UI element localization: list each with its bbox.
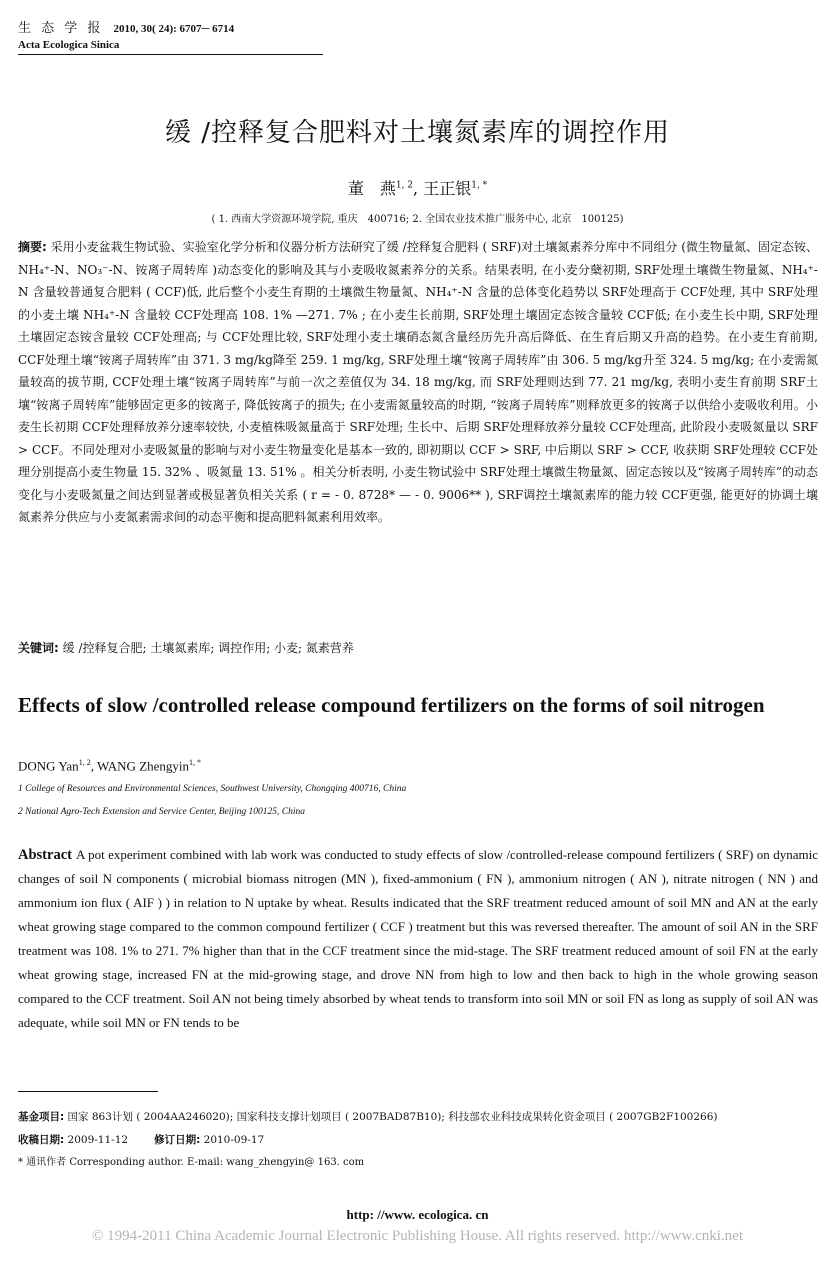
authors-cn (0, 176, 835, 199)
affiliation-cn: ( 1. 西南大学资源环境学院, 重庆 400716; 2. 全国农业技术推广服务中心, 北京 100125) (211, 214, 624, 225)
author-en-sep: , (90, 758, 97, 774)
abstract-en (18, 843, 818, 1035)
author-1-en-sup: 1, 2 (78, 758, 91, 767)
footnote-corresponding: * 通讯作者 Corresponding author. E-mail: wang_zhengyin@ 163. com (18, 1157, 365, 1168)
journal-volume: 2010, 30( 24): 6707─ 6714 (113, 23, 235, 35)
footer-copyright: © 1994-2011 China Academic Journal Electronic Publishing House. All rights reserved. http://www.cnki.net (91, 1228, 743, 1244)
affiliation-en-1: 1 College of Resources and Environmental Sciences, Southwest University, Chongqing 400716, China (18, 784, 407, 794)
footnote-dates (18, 1133, 818, 1147)
abstract-cn-label: 摘要: (18, 240, 47, 254)
author-1-en: DONG Yan (18, 758, 79, 774)
author-sep: , (413, 179, 424, 198)
author-1-cn: 董 燕 (347, 179, 396, 198)
keywords-cn-label: 关键词: (18, 641, 59, 655)
received-date: 2009-11-12 (64, 1134, 129, 1146)
revised-label: 修订日期: (154, 1134, 201, 1146)
journal-name-cn: 生 态 学 报 (18, 21, 104, 36)
received-label: 收稿日期: (18, 1134, 65, 1146)
title-cn: 缓 /控释复合肥料对土壤氮素库的调控作用 (164, 118, 671, 148)
abstract-cn-text: 采用小麦盆栽生物试验、实验室化学分析和仪器分析方法研究了缓 /控释复合肥料 ( SRF)对土壤氮素养分库中不同组分 (微生物量氮、固定态铵、NH₄⁺-N、NO₃⁻-N、铵离子周转库 )动态变化的影响及其与小麦吸收氮素养分的关系。结果表明, 在小麦分蘖初期, SRF处理土壤微生物量氮、NH₄⁺-N 含量较普通复合肥料 ( CCF)低, 此后整个小麦生育期的土壤微生物量氮、NH₄⁺-N 含量的总体变化趋势以 SRF处理高于 CCF处理, 其中 SRF处理的小麦土壤 NH₄⁺-N 含量较 CCF处理高 108. 1% —271. 7% ; 在小麦生长前期, SRF处理土壤固定态铵含量较 CCF低; 在小麦生长中期, SRF处理土壤固定态铵含量较 CCF处理高; 与 CCF处理比较, SRF处理小麦土壤硝态氮含量经历先升高后降低、在生育后期又升高的趋势。在小麦生育前期, CCF处理土壤“铵离子周转库”由 371. 3 mg/kg降至 259. 1 mg/kg, SRF处理土壤“铵离子周转库”由 306. 5 mg/kg升至 324. 5 mg/kg; 在小麦需氮量较高的拔节期, CCF处理土壤“铵离子周转库”与前一次之差值仅为 34. 18 mg/kg, 而 SRF处理则达到 77. 21 mg/kg, 表明小麦生育前期 SRF土壤“铵离子周转库”能够固定更多的铵离子, 降低铵离子的损失; 在小麦需氮量较高的时期, “铵离子周转库”则释放更多的铵离子以供给小麦吸收利用。小麦生长初期 CCF处理释放养分速率较快, 小麦植株吸氮量高于 SRF处理; 生长中、后期 SRF处理释放养分量较 CCF处理高, 此阶段小麦吸氮量以 SRF > CCF。不同处理对小麦吸氮量的影响与对小麦生物量变化是基本一致的, 即初期以 CCF > SRF, 中后期以 SRF > CCF, 收获期 SRF处理较 CCF处理分别提高小麦生物量 15. 32% 、吸氮量 13. 51% 。相关分析表明, 小麦生物试验中 SRF处理土壤微生物量氮、固定态铵以及“铵离子周转库”的动态变化与小麦吸氮量之间达到显著或极显著负相关关系 ( r = - 0. 8728* — - 0. 9006** ), SRF调控土壤氮素库的能力较 CCF更强, 能更好的协调土壤氮素养分供应与小麦氮素需求间的动态平衡和提高肥料氮素利用效率。 (18, 240, 818, 524)
funding-label: 基金项目: (18, 1111, 65, 1123)
abstract-en-label: Abstract (18, 847, 72, 863)
title-en: Effects of slow /controlled release compound fertilizers on the forms of soil nitrogen (18, 693, 765, 717)
journal-header (18, 20, 338, 55)
affiliation-en-2: 2 National Agro-Tech Extension and Service Center, Beijing 100125, China (18, 807, 305, 817)
funding-text: 国家 863计划 ( 2004AA246020); 国家科技支撑计划项目 ( 2007BAD87B10); 科技部农业科技成果转化资金项目 ( 2007GB2F100266) (64, 1111, 718, 1123)
author-2-cn: 王正银 (423, 179, 472, 198)
keywords-cn-text: 缓 /控释复合肥; 土壤氮素库; 调控作用; 小麦; 氮素营养 (58, 641, 354, 655)
author-2-sup: 1, * (471, 180, 488, 191)
header-rule (18, 54, 323, 55)
author-2-en: WANG Zhengyin (96, 758, 190, 774)
footer-url[interactable]: http: //www. ecologica. cn (346, 1207, 489, 1222)
footnote-rule (18, 1091, 158, 1092)
abstract-cn (18, 236, 818, 529)
abstract-en-text: A pot experiment combined with lab work was conducted to study effects of slow /controlled-release compound fertilizers ( SRF) on dynamic changes of soil N components ( microbial biomass nitrogen (MN ), fixed-ammonium ( FN ), ammonium nitrogen ( AN ), nitrate nitrogen ( NN ) and ammonium ion flux ( AIF ) ) in relation to N uptake by wheat. Results indicated that the SRF treatment reduced amount of soil MN and AN at the early wheat growing stage compared to the common compound fertilizer ( CCF ) treatment but this was reversed thereafter. The amount of soil AN in the SRF treatment was 108. 1% to 271. 7% higher than that in the CCF treatment since the mid-stage. The SRF treatment reduced amount of soil FN at the early wheat growing stage, increased FN at the mid-growing stage, and drove NN from high to low and then back to high in the whole growing season compared to the CCF treatment. Soil AN not being timely absorbed by wheat tends to transform into soil MN or soil FN as long as supply of soil AN was adequate, while soil MN or FN tends to be (18, 847, 818, 1030)
revised-date: 2010-09-17 (200, 1134, 265, 1146)
author-2-en-sup: 1, * (189, 758, 202, 767)
authors-en (18, 758, 201, 774)
footnote-funding (18, 1110, 818, 1124)
author-1-sup: 1, 2 (395, 180, 414, 191)
journal-name-en: Acta Ecologica Sinica (18, 39, 120, 51)
keywords-cn (18, 639, 818, 656)
